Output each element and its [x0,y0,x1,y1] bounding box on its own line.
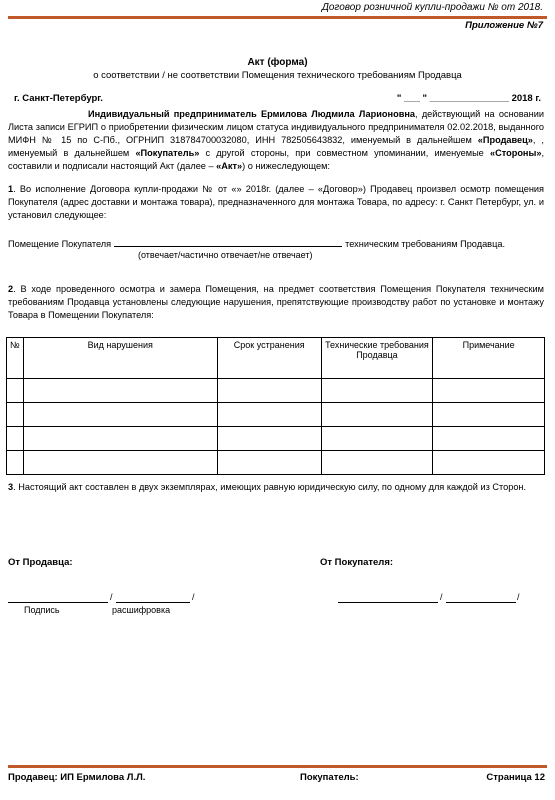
table-cell[interactable] [7,403,24,427]
violations-table [6,337,545,475]
buyer-decoding-slash: / [517,592,520,602]
section-2-text: . В ходе проведенного осмотра и замера Помещения, на предмет соответствия Помещения Покупателя техническим требованиям Продавца установлены следующие нарушения, препятствующие производству работ по установке и монтажу Товара в Помещении Покупателя: [8,284,544,320]
table-cell[interactable] [321,451,433,475]
intro-text-3: с другой стороны, при совместном упоминании, именуемые [199,148,490,158]
table-cell[interactable] [23,427,217,451]
premises-label: Помещение Покупателя [8,239,112,249]
intro-paragraph [8,108,544,173]
buyer-signature-label: От Покупателя: [320,557,394,568]
act-term: «Акт» [216,161,243,171]
table-cell[interactable] [23,379,217,403]
section-1-number: 1 [8,184,14,194]
premises-suffix: техническим требованиям Продавца. [345,239,505,249]
header-violation-type: Вид нарушения [23,338,217,379]
act-city: г. Санкт-Петербург. [14,93,103,104]
section-3-paragraph [8,481,544,494]
table-cell[interactable] [433,379,545,403]
table-cell[interactable] [433,427,545,451]
table-cell[interactable] [217,403,321,427]
seller-full-name: Индивидуальный предприниматель Ермилова Людмила Ларионовна [88,109,416,119]
act-title: Акт (форма) [247,57,308,68]
table-row [7,427,545,451]
seller-decoding-slash: / [192,592,195,602]
parties-term: «Стороны» [489,148,542,158]
section-3-text: . Настоящий акт составлен в двух экземплярах, имеющих равную юридическую силу, по одному для каждой из Сторон. [13,482,527,492]
seller-signature-slash: / [110,592,113,602]
table-cell[interactable] [321,379,433,403]
table-cell[interactable] [433,403,545,427]
intro-text-5: ) о нижеследующем: [242,161,330,171]
premises-blank[interactable] [114,237,342,247]
header-fix-term: Срок устранения [217,338,321,379]
header-number: № [7,338,24,379]
buyer-decoding-line[interactable] [446,594,516,603]
seller-signature-line[interactable] [8,594,108,603]
section-1-paragraph [8,183,544,222]
table-row [7,379,545,403]
footer-buyer: Покупатель: [300,772,359,783]
table-cell[interactable] [321,403,433,427]
seller-decoding-line[interactable] [116,594,190,603]
decoding-caption: расшифровка [112,605,171,615]
buyer-signature-slash: / [440,592,443,602]
premises-hint: (отвечает/частично отвечает/не отвечает) [138,250,313,260]
section-2-paragraph [8,283,544,322]
table-cell[interactable] [217,427,321,451]
table-row [7,403,545,427]
footer-seller: Продавец: ИП Ермилова Л.Л. [8,772,146,783]
table-cell[interactable] [7,427,24,451]
act-date: " ___ " _______________ 2018 г. [396,93,541,104]
table-cell[interactable] [23,451,217,475]
intro-text-4: , составили и подписали настоящий Акт (далее – [8,148,544,171]
header-divider [8,16,547,19]
appendix-label: Приложение №7 [465,20,543,31]
seller-signature-label: От Продавца: [8,557,73,568]
header-note: Примечание [433,338,545,379]
table-row [7,451,545,475]
intro-text-2: , , именуемый в дальнейшем [8,135,544,158]
intro-text-1: , действующий на основании Листа записи ЕГРИП о приобретении физическим лицом статуса индивидуального предпринимателя 02.02.2018, выданного МИФН № 15 по С-Пб., ОГРНИП 318784700032080, ИНН 782505643832, именуемый в дальнейшем [8,109,544,145]
footer-page-number: Страница 12 [486,772,545,783]
header-tech-requirements: Технические требования Продавца [321,338,433,379]
table-cell[interactable] [7,379,24,403]
buyer-signature-line[interactable] [338,594,438,603]
section-2-number: 2 [8,284,14,294]
table-cell[interactable] [217,451,321,475]
premises-line [8,237,505,249]
section-1-text: . Во исполнение Договора купли-продажи № от «» 2018г. (далее – «Договор») Продавец произвел осмотр помещения Покупателя (адрес доставки и монтажа товара), предназначенного для монтажа Товара, по адресу: г. Санкт Петербург, ул. и установил следующее: [8,184,544,220]
seller-term: «Продавец» [477,135,533,145]
table-cell[interactable] [321,427,433,451]
table-cell[interactable] [23,403,217,427]
buyer-term: «Покупатель» [135,148,200,158]
table-header-row [7,338,545,379]
header-document-title: Договор розничной купли-продажи № от 2018. [321,2,543,13]
table-cell[interactable] [7,451,24,475]
signature-caption: Подпись [24,605,60,615]
footer-divider [8,765,547,768]
act-subtitle: о соответствии / не соответствии Помещения технического требованиям Продавца [93,70,462,81]
table-cell[interactable] [217,379,321,403]
section-3-number: 3 [8,482,14,492]
table-cell[interactable] [433,451,545,475]
